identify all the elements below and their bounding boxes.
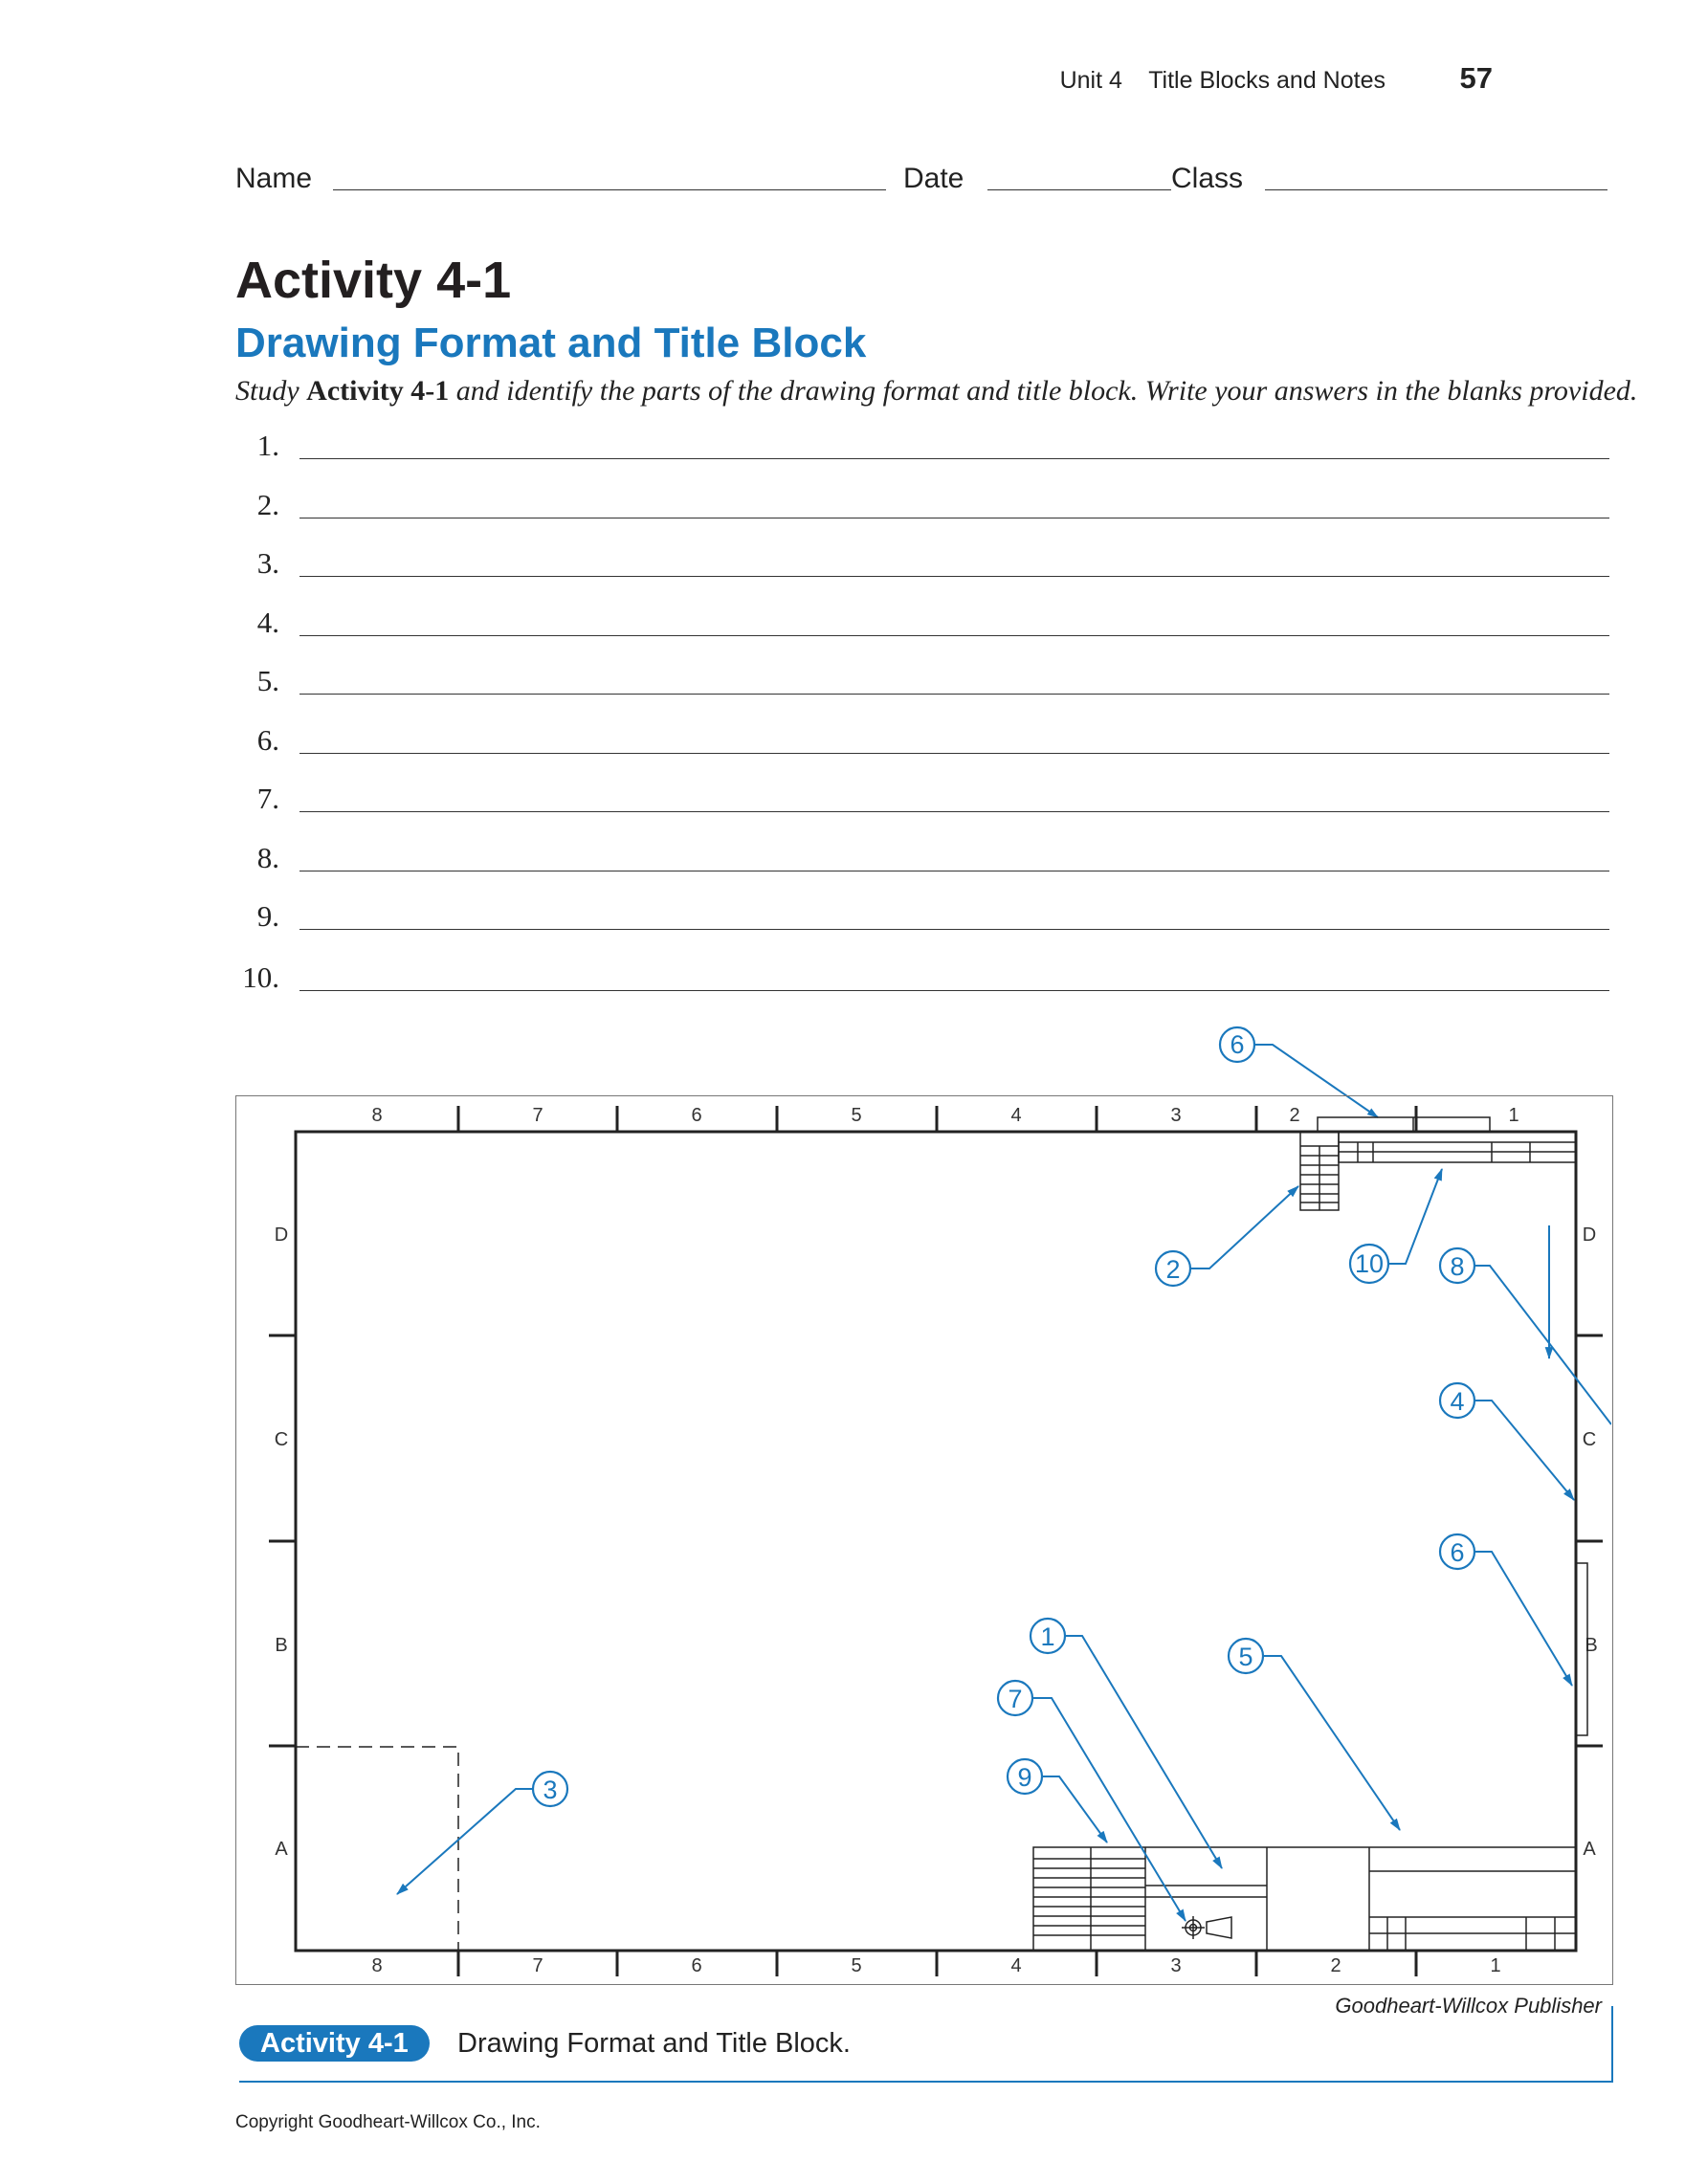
class-field[interactable] xyxy=(1265,189,1607,190)
zone-col-label: 1 xyxy=(1490,1955,1501,1976)
callout-label: 3 xyxy=(543,1776,558,1804)
name-label: Name xyxy=(235,163,313,194)
instructions-bold: Activity 4-1 xyxy=(306,375,450,407)
activity-title: Activity 4-1 xyxy=(235,252,512,309)
answer-line-9[interactable] xyxy=(299,929,1609,930)
zone-col-label: 2 xyxy=(1289,1105,1300,1126)
answer-number: 3. xyxy=(256,546,279,580)
callout-9 xyxy=(1008,1759,1107,1842)
answer-line-1[interactable] xyxy=(299,458,1609,459)
caption-text: Drawing Format and Title Block. xyxy=(457,2028,851,2059)
callout-label: 6 xyxy=(1450,1538,1465,1567)
zone-col-label: 5 xyxy=(851,1955,862,1976)
answer-line-5[interactable] xyxy=(299,694,1609,695)
callout-4 xyxy=(1440,1383,1574,1500)
zone-ticks-bottom xyxy=(458,1951,1416,1976)
answer-number: 1. xyxy=(256,429,279,462)
zone-col-label: 6 xyxy=(691,1955,702,1976)
callout-label: 4 xyxy=(1450,1387,1465,1416)
callout-label: 1 xyxy=(1040,1622,1055,1651)
answer-number: 8. xyxy=(256,841,279,874)
caption-rule-vertical xyxy=(1611,2006,1613,2083)
zone-row-label: B xyxy=(275,1635,288,1656)
top-strip-block xyxy=(1318,1117,1490,1132)
zone-row-label: A xyxy=(275,1839,288,1860)
page-number: 57 xyxy=(1459,61,1493,95)
drawing-format-figure xyxy=(235,1095,1613,1985)
zone-col-label: 5 xyxy=(851,1105,862,1126)
copyright: Copyright Goodheart-Willcox Co., Inc. xyxy=(235,2112,541,2132)
zone-row-label: C xyxy=(274,1429,289,1450)
callout-5 xyxy=(1229,1639,1400,1830)
answer-line-10[interactable] xyxy=(299,990,1609,991)
caption-badge: Activity 4-1 xyxy=(239,2025,430,2062)
callout-label: 7 xyxy=(1008,1685,1023,1713)
callout-2 xyxy=(1156,1186,1298,1286)
running-head xyxy=(957,61,1493,99)
answer-line-7[interactable] xyxy=(299,811,1609,812)
callout-label: 6 xyxy=(1230,1030,1245,1059)
instructions-pre: Study xyxy=(235,375,299,407)
callout-1 xyxy=(1031,1619,1222,1868)
zone-row-label: D xyxy=(274,1224,289,1246)
zone-col-label: 8 xyxy=(371,1955,383,1976)
instructions xyxy=(235,375,1637,408)
zone-ticks-sides xyxy=(269,1335,1603,1746)
zone-col-label: 2 xyxy=(1330,1955,1341,1976)
date-label: Date xyxy=(903,163,964,194)
answer-number: 9. xyxy=(256,899,279,933)
callout-label: 9 xyxy=(1017,1763,1032,1792)
callout-3 xyxy=(397,1772,567,1894)
zone-row-label: B xyxy=(1585,1635,1598,1656)
class-label: Class xyxy=(1171,163,1244,194)
zone-ticks-top xyxy=(458,1106,1416,1132)
zone-row-label: C xyxy=(1582,1429,1597,1450)
zone-row-label: A xyxy=(1583,1839,1596,1860)
running-head-section: Unit 4 Title Blocks and Notes xyxy=(1059,67,1386,94)
answer-line-3[interactable] xyxy=(299,576,1609,577)
answer-number: 7. xyxy=(256,782,279,815)
revision-status-block xyxy=(1300,1132,1339,1210)
zone-col-label: 8 xyxy=(371,1105,383,1126)
zone-col-label: 4 xyxy=(1010,1105,1022,1126)
callout-label: 10 xyxy=(1354,1249,1385,1278)
drawing-format-svg xyxy=(236,1096,1611,1983)
figure-credit: Goodheart-Willcox Publisher xyxy=(1335,1994,1602,2018)
zone-col-label: 7 xyxy=(532,1955,543,1976)
callout-label: 8 xyxy=(1450,1252,1465,1281)
title-block xyxy=(1033,1847,1576,1951)
zone-row-label: D xyxy=(1582,1224,1597,1246)
callout-label: 2 xyxy=(1165,1255,1181,1284)
answer-number: 10. xyxy=(242,960,279,994)
answer-number: 6. xyxy=(256,723,279,757)
name-field[interactable] xyxy=(333,189,886,190)
answer-line-6[interactable] xyxy=(299,753,1609,754)
answer-number: 5. xyxy=(256,664,279,697)
zone-col-label: 3 xyxy=(1170,1105,1182,1126)
zone-col-label: 7 xyxy=(532,1105,543,1126)
callout-6b xyxy=(1440,1534,1572,1686)
caption-rule xyxy=(239,2081,1611,2083)
activity-subtitle: Drawing Format and Title Block xyxy=(235,320,867,366)
zone-col-label: 1 xyxy=(1508,1105,1519,1126)
zone-col-label: 4 xyxy=(1010,1955,1022,1976)
answer-number: 2. xyxy=(256,488,279,521)
revision-block xyxy=(1339,1132,1576,1162)
zone-col-label: 6 xyxy=(691,1105,702,1126)
zone-col-label: 3 xyxy=(1170,1955,1182,1976)
callout-10 xyxy=(1350,1169,1442,1283)
answer-line-4[interactable] xyxy=(299,635,1609,636)
instructions-post: and identify the parts of the drawing format and title block. Write your answers in the blanks provided. xyxy=(455,375,1638,407)
callout-label: 5 xyxy=(1238,1643,1253,1671)
projection-symbol xyxy=(1182,1916,1231,1939)
zone-dashed-outline xyxy=(296,1747,458,1951)
answer-number: 4. xyxy=(256,606,279,639)
date-field[interactable] xyxy=(987,189,1171,190)
